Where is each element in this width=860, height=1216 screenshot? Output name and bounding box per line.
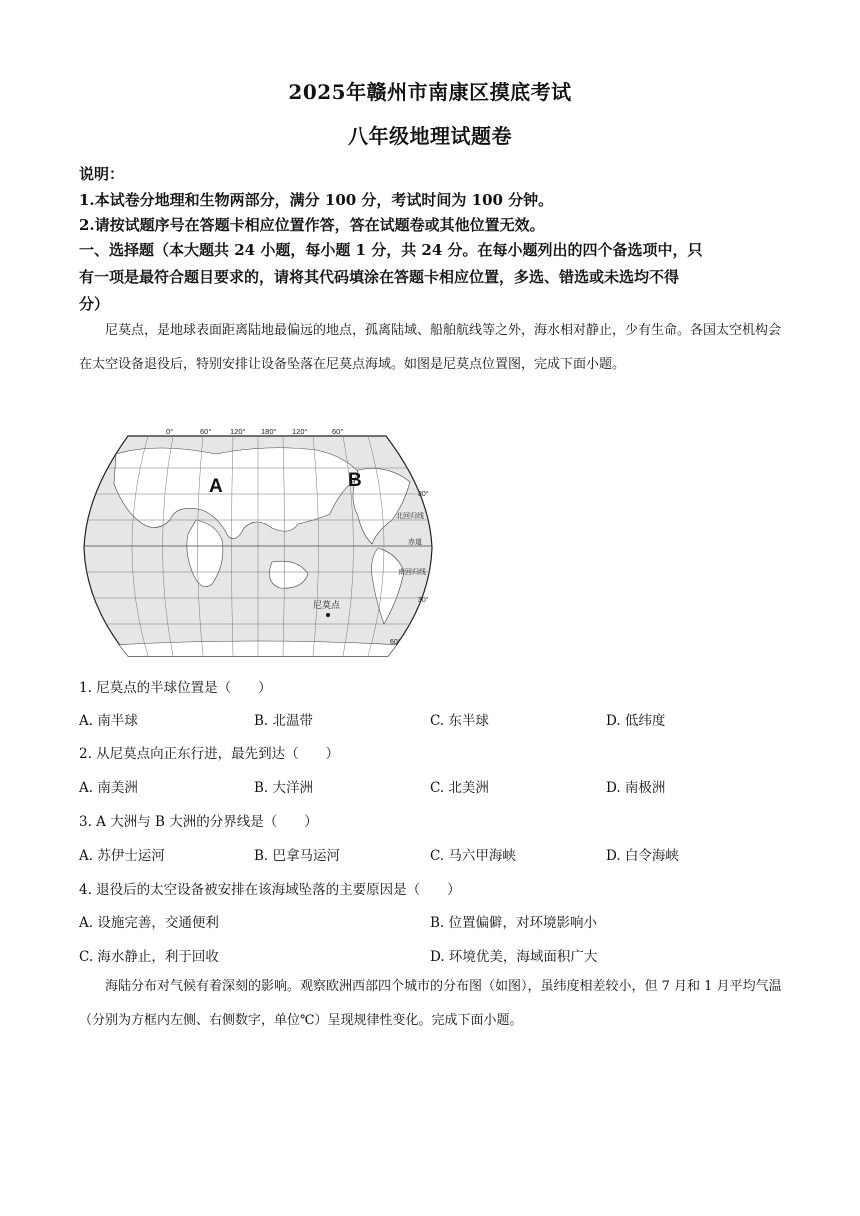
latitude-label: 60° — [390, 639, 401, 646]
section-heading-line: 有一项是最符合题目要求的，请将其代码填涂在答题卡相应位置，多选、错选或未选均不得 — [79, 268, 680, 286]
longitude-label: 120° — [230, 427, 246, 436]
question-3-option-d: D. 白令海峡 — [606, 848, 679, 864]
map-label-nemo: 尼莫点 — [313, 601, 341, 611]
exam-title: 2025年赣州市南康区摸底考试 — [288, 80, 572, 104]
latitude-label: 北回归线 — [396, 513, 424, 520]
longitude-label: 180° — [261, 427, 277, 436]
question-4-option-a: A. 设施完善，交通便利 — [79, 915, 219, 931]
question-3-option-a: A. 苏伊士运河 — [79, 848, 165, 864]
note-item: 2.请按试题序号在答题卡相应位置作答，答在试题卷或其他位置无效。 — [79, 216, 545, 234]
nemo-location-map — [76, 424, 440, 660]
latitude-label: 南回归线 — [398, 569, 426, 576]
nemo-point-marker — [326, 613, 330, 617]
note-item: 1.本试卷分地理和生物两部分，满分 100 分，考试时间为 100 分钟。 — [79, 191, 554, 209]
section-heading-line: 分） — [79, 295, 110, 313]
question-2-option-b: B. 大洋洲 — [254, 780, 314, 796]
latitude-label: 30° — [418, 491, 429, 498]
question-1-option-b: B. 北温带 — [254, 713, 314, 729]
latitude-label: 30° — [418, 597, 429, 604]
longitude-label: 60° — [200, 427, 212, 436]
question-3-option-b: B. 巴拿马运河 — [254, 848, 341, 864]
question-4-stem: 4. 退役后的太空设备被安排在该海域坠落的主要原因是（ ） — [79, 882, 461, 898]
question-4-option-c: C. 海水静止，利于回收 — [79, 949, 219, 965]
exam-subtitle: 八年级地理试题卷 — [348, 124, 512, 148]
map-longitude-labels — [166, 427, 343, 436]
notes-label: 说明： — [79, 165, 125, 183]
latitude-label: 赤道 — [408, 539, 422, 546]
longitude-label: 60° — [332, 427, 344, 436]
question-3-stem: 3. A 大洲与 B 大洲的分界线是（ ） — [79, 814, 318, 830]
question-1-option-a: A. 南半球 — [79, 713, 138, 729]
question-1-option-c: C. 东半球 — [430, 713, 489, 729]
question-2-stem: 2. 从尼莫点向正东行进，最先到达（ ） — [79, 746, 340, 762]
question-4-option-d: D. 环境优美，海域面积广大 — [430, 949, 598, 965]
question-4-option-b: B. 位置偏僻，对环境影响小 — [430, 915, 598, 931]
map-label-a: A — [209, 476, 223, 497]
section-heading — [79, 237, 785, 318]
question-2-option-a: A. 南美洲 — [79, 780, 138, 796]
passage-nemo: 尼莫点，是地球表面距离陆地最偏远的地点，孤离陆域、船舶航线等之外，海水相对静止，少有生命。各国太空机构会在太空设备退役后，特别安排让设备坠落在尼莫点海域。如图是尼莫点位置图，完成下面小题。 — [79, 323, 782, 372]
question-2-option-d: D. 南极洲 — [606, 780, 666, 796]
question-1-option-d: D. 低纬度 — [606, 713, 666, 729]
question-1-stem: 1. 尼莫点的半球位置是（ ） — [79, 680, 272, 696]
longitude-label: 120° — [292, 427, 308, 436]
question-3-option-c: C. 马六甲海峡 — [430, 848, 516, 864]
question-2-option-c: C. 北美洲 — [430, 780, 489, 796]
passage-europe-climate: 海陆分布对气候有着深刻的影响。观察欧洲西部四个城市的分布图（如图），虽纬度相差较小，但 7 月和 1 月平均气温（分别为方框内左侧、右侧数字，单位℃）呈现规律性变化。完成下面小题。 — [79, 979, 782, 1028]
longitude-label: 0° — [166, 427, 174, 436]
map-label-b: B — [348, 470, 362, 491]
section-heading-line: 一、选择题（本大题共 24 小题，每小题 1 分，共 24 分。在每小题列出的四个备选项中，只 — [79, 241, 703, 259]
